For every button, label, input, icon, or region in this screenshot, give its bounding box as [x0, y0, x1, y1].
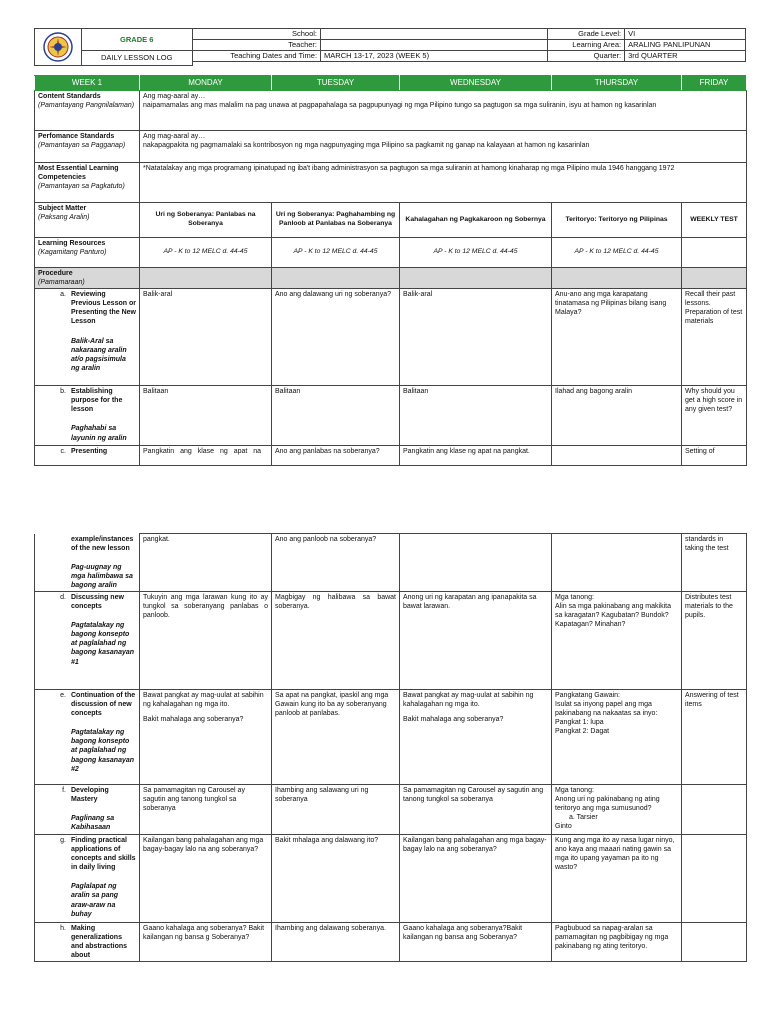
step-h-monday: Gaano kahalaga ang soberanya? Bakit kailangan ng bansa g Soberanya? [140, 922, 272, 961]
col-tuesday: TUESDAY [272, 76, 400, 91]
step-e-thursday-4: Pangkat 2: Dagat [555, 728, 610, 736]
teacher-label: Teacher: [192, 40, 320, 51]
step-e-thursday-3: Pangkat 1: lupa [555, 719, 604, 727]
dates-value: MARCH 13-17, 2023 (WEEK 5) [321, 51, 548, 62]
step-h-title: Making generalizations and abstractions about [71, 924, 128, 960]
step-c-thursday [552, 446, 682, 466]
step-c-cont-sub: Pag-uugnay ng mga halimbawa sa bagong aralin [71, 563, 133, 589]
col-friday: FRIDAY [682, 76, 747, 91]
step-e-number: e. [60, 691, 66, 699]
melc-label: Most Essential Learning Competencies [38, 165, 119, 182]
subject-thursday: Teritoryo: Teritoryo ng Pilipinas [552, 203, 682, 238]
learning-area-label: Learning Area: [547, 40, 624, 51]
school-value [321, 29, 548, 40]
step-f-monday: Sa pamamagitan ng Carousel ay sagutin ang tanong tungkol sa soberanya [140, 784, 272, 834]
step-a-row [35, 289, 747, 386]
step-f-thursday-3: a. Tarsier [569, 814, 598, 822]
step-d-tuesday: Magbigay ng halibawa sa bawat soberanya. [272, 591, 400, 689]
step-e-wednesday-1: Bawat pangkat ay mag-uulat at sabihin ng kahalagahan ng mga ito. [403, 691, 534, 709]
melc-sub: (Pamantayan sa Pagkatuto) [38, 183, 125, 191]
step-b-friday: Why should you get a high score in any given test? [682, 386, 747, 446]
grade-title: GRADE 6 [81, 29, 192, 51]
step-h-number: h. [60, 924, 66, 932]
resources-row [35, 238, 747, 268]
content-standards-sub: (Pamantayang Pangnilalaman) [38, 102, 135, 110]
step-d-sub: Pagtatalakay ng bagong konsepto at paglalahad ng bagong kasanayan #1 [71, 622, 135, 666]
step-f-thursday-4: Ginto [555, 823, 572, 831]
step-b-number: b. [60, 388, 66, 396]
step-g-monday: Kailangan bang pahalagahan ang mga bagay-bagay lalo na ang soberanya? [140, 834, 272, 922]
step-f-title: Developing Mastery [71, 786, 109, 804]
step-g-title: Finding practical applications of concepts and skills in daily living [71, 836, 136, 872]
resources-thursday: AP - K to 12 MELC d. 44-45 [552, 238, 682, 268]
school-label: School: [192, 29, 320, 40]
step-d-title: Discussing new concepts [71, 593, 124, 611]
step-a-wednesday: Balik-aral [400, 289, 552, 386]
step-e-sub: Pagtatalakay ng bagong konsepto at paglalahad ng bagong kasanayan #2 [71, 729, 135, 773]
step-c-cont-thursday [552, 534, 682, 592]
step-c-cont-friday: standards in taking the test [682, 534, 747, 592]
procedure-sub: (Pamamaraan) [38, 279, 85, 287]
step-d-row [35, 591, 747, 689]
subject-wednesday: Kahalagahan ng Pagkakaroon ng Sobernya [400, 203, 552, 238]
step-f-row [35, 784, 747, 834]
lesson-table-page1 [34, 75, 747, 466]
learning-area-value: ARALING PANLIPUNAN [625, 40, 746, 51]
step-c-cont-tuesday: Ano ang panloob na soberanya? [272, 534, 400, 592]
step-c-friday: Setting of [682, 446, 747, 466]
subject-monday: Uri ng Soberanya: Panlabas na Soberanya [140, 203, 272, 238]
melc-text: *Natatalakay ang mga programang ipinatupad ng iba't ibang administrasyon sa pagtugon sa mga suliranin at hamong kinaharap ng mga Pilipino mula 1946 hanggang 1972 [140, 163, 747, 203]
procedure-row [35, 268, 747, 289]
step-f-friday [682, 784, 747, 834]
step-h-tuesday: Ihambing ang dalawang soberanya. [272, 922, 400, 961]
quarter-value: 3rd QUARTER [625, 51, 746, 62]
performance-standards-text: nakapagpakita ng pagmamalaki sa kontribosyon ng mga nagpunyaging mga Pilipino sa pagkamit ng ganap na kalayaan at hamon ng kasarinlan [143, 142, 590, 150]
step-g-wednesday: Kailangan bang pahalagahan ang mga bagay-bagay lalo na ang soberanya? [400, 834, 552, 922]
step-c-cont-wednesday [400, 534, 552, 592]
step-a-friday: Recall their past lessons. Preparation of test materials [682, 289, 747, 386]
resources-monday: AP - K to 12 MELC d. 44-45 [140, 238, 272, 268]
deped-seal-icon [43, 32, 73, 62]
step-g-sub: Paglalapat ng aralin sa pang araw-araw na buhay [71, 883, 119, 918]
col-week: WEEK 1 [35, 76, 140, 91]
step-a-monday: Balik-aral [140, 289, 272, 386]
step-h-wednesday: Gaano kahalaga ang soberanya?Bakit kailangan ng bansa ang Soberanya? [400, 922, 552, 961]
step-a-thursday: Anu-ano ang mga karapatang tinatamasa ng Pilipinas bilang isang Malaya? [552, 289, 682, 386]
step-a-number: a. [60, 291, 66, 299]
step-e-title: Continuation of the discussion of new concepts [71, 691, 136, 718]
step-c-cont-monday: pangkat. [140, 534, 272, 592]
week-header-row [35, 76, 747, 91]
step-f-wednesday: Sa pamamagitan ng Carousel ay sagutin ang tanong tungkol sa soberanya [400, 784, 552, 834]
procedure-label: Procedure [38, 270, 73, 277]
subject-friday: WEEKLY TEST [682, 203, 747, 238]
step-d-thursday-1: Mga tanong: [555, 593, 594, 601]
dll-title: DAILY LESSON LOG [81, 51, 192, 66]
step-b-sub: Paghahabi sa layunin ng aralin [71, 425, 127, 442]
subject-matter-sub: (Paksang Aralin) [38, 214, 90, 222]
step-e-tuesday: Sa apat na pangkat, ipaskil ang mga Gawain kung ito ba ay soberanyang panloob at panlabas. [272, 689, 400, 784]
step-g-tuesday: Bakit mhalaga ang dalawang ito? [272, 834, 400, 922]
step-d-wednesday: Anong uri ng karapatan ang ipanapakita sa bawat larawan. [400, 591, 552, 689]
step-h-thursday: Pagbubuod sa napag-aralan sa pamamagitan ng pagbibigay ng mga pakinabang ng ating teritoryo. [552, 922, 682, 961]
logo-cell [35, 29, 82, 66]
content-standards-line1: Ang mag-aaral ay… [143, 93, 206, 100]
step-f-sub: Paglinang sa Kabihasaan [71, 815, 115, 832]
step-e-wednesday-2: Bakit mahalaga ang soberanya? [403, 716, 504, 724]
step-c-tuesday: Ano ang panlabas na soberanya? [272, 446, 400, 466]
step-d-friday: Distributes test materials to the pupils. [682, 591, 747, 689]
performance-standards-line1: Ang mag-aaral ay… [143, 133, 206, 140]
subject-tuesday: Uri ng Soberanya: Paghahambing ng Panloob at Panlabas na Soberanya [272, 203, 400, 238]
performance-standards-label: Perfomance Standards [38, 133, 115, 140]
step-e-monday-2: Bakit mahalaga ang soberanya? [143, 716, 244, 724]
step-c-cont-row [35, 534, 747, 592]
step-h-friday [682, 922, 747, 961]
step-f-thursday-2: Anong uri ng pakinabang ng ating teritoryo ang mga sumusunod? [555, 796, 660, 813]
step-f-thursday-1: Mga tanong: [555, 786, 594, 794]
step-a-sub: Balik-Aral sa nakaraang aralin at/o pagsisimula ng aralin [71, 337, 127, 372]
content-standards-text: naipamamalas ang mas malalim na pag unawa at pagpapahalaga sa pagpupunyagi ng mga Pilipino tungo sa pagtugon sa mga suliranin, isyu at hamon ng kasarinlan [143, 102, 657, 110]
step-c-cont-title: example/instances of the new lesson [71, 535, 134, 552]
step-b-thursday: Ilahad ang bagong aralin [552, 386, 682, 446]
step-c-monday: Pangkatin ang klase ng apat na [140, 446, 272, 466]
step-f-tuesday: Ihambing ang salawang uri ng soberanya [272, 784, 400, 834]
melc-row [35, 163, 747, 203]
step-e-monday-1: Bawat pangkat ay mag-uulat at sabihin ng kahalagahan ng mga ito. [143, 691, 264, 709]
step-b-wednesday: Balitaan [400, 386, 552, 446]
subject-matter-label: Subject Matter [38, 205, 87, 212]
col-thursday: THURSDAY [552, 76, 682, 91]
resources-tuesday: AP - K to 12 MELC d. 44-45 [272, 238, 400, 268]
step-h-row [35, 922, 747, 961]
step-b-tuesday: Balitaan [272, 386, 400, 446]
step-c-wednesday: Pangkatin ang klase ng apat na pangkat. [400, 446, 552, 466]
step-b-title: Establishing purpose for the lesson [71, 388, 123, 414]
step-d-thursday-2: Alin sa mga pakinabang ang makikita sa karagatan? Kagubatan? Bundok? Kapatagan? Minahan? [555, 603, 671, 629]
grade-level-value: VI [625, 29, 746, 40]
grade-level-label: Grade Level: [547, 29, 624, 40]
performance-standards-sub: (Pamantayan sa Pagganap) [38, 142, 126, 150]
step-g-friday [682, 834, 747, 922]
performance-standards-row [35, 131, 747, 163]
quarter-label: Quarter: [547, 51, 624, 62]
col-monday: MONDAY [140, 76, 272, 91]
lesson-table-page2 [34, 533, 747, 962]
step-e-friday: Answering of test items [682, 689, 747, 784]
teacher-value [321, 40, 548, 51]
resources-label: Learning Resources [38, 240, 106, 247]
step-c-row [35, 446, 747, 466]
step-a-tuesday: Ano ang dalawang uri ng soberanya? [272, 289, 400, 386]
step-b-monday: Balitaan [140, 386, 272, 446]
col-wednesday: WEDNESDAY [400, 76, 552, 91]
step-c-title: Presenting [71, 448, 108, 456]
step-c-number: c. [60, 448, 66, 456]
subject-matter-row [35, 203, 747, 238]
resources-wednesday: AP - K to 12 MELC d. 44-45 [400, 238, 552, 268]
step-g-number: g. [60, 836, 66, 844]
content-standards-label: Content Standards [38, 93, 101, 100]
step-d-monday: Tukuyin ang mga larawan kung ito ay tungkol sa soberanyang panlabas o panloob. [140, 591, 272, 689]
content-standards-row [35, 91, 747, 131]
header-table [34, 28, 746, 66]
step-g-thursday: Kung ang mga ito ay nasa lugar ninyo, ano kaya ang maaari nating gawin sa mga ito upang yayaman pa ito ng wasto? [552, 834, 682, 922]
step-g-row [35, 834, 747, 922]
step-e-thursday-2: Isulat sa inyong papel ang mga pakinabang na nakaatas sa inyo: [555, 701, 658, 718]
dates-label: Teaching Dates and Time: [192, 51, 320, 62]
step-f-number: f. [62, 786, 66, 794]
step-e-thursday-1: Pangkatang Gawain: [555, 691, 620, 699]
resources-sub: (Kagamitang Panturo) [38, 249, 107, 257]
step-d-number: d. [60, 593, 66, 601]
step-e-row [35, 689, 747, 784]
step-b-row [35, 386, 747, 446]
step-a-title: Reviewing Previous Lesson or Presenting the New Lesson [71, 291, 136, 326]
